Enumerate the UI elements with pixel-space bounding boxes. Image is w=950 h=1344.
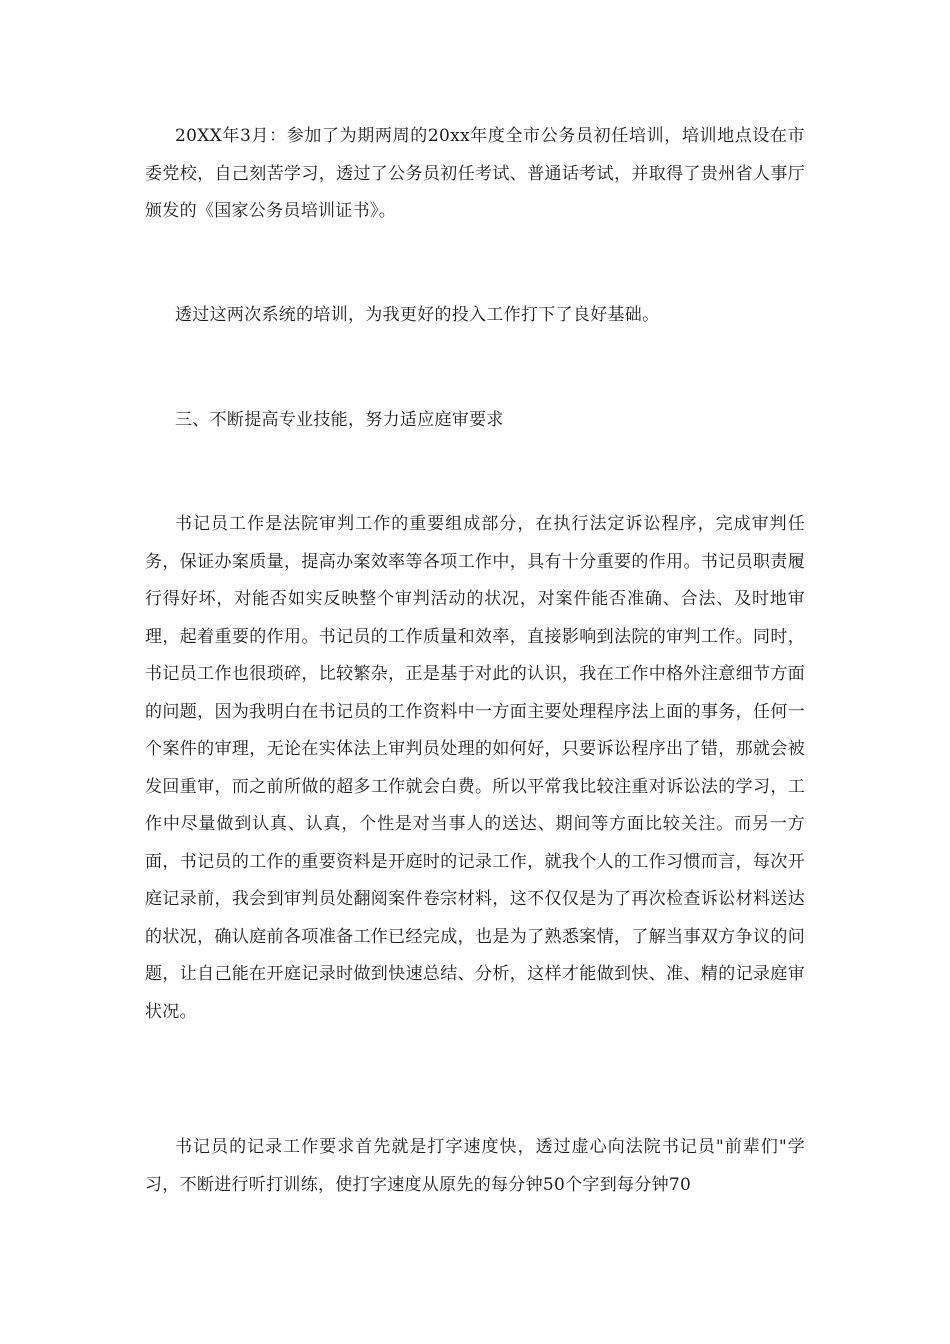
paragraph-clerk-duties: 书记员工作是法院审判工作的重要组成部分，在执行法定诉讼程序，完成审判任务，保证办案质量，提高办案效率等各项工作中，具有十分重要的作用。书记员职责履行得好坏，对能否如实反映整个审判活动的状况，对案件能否准确、合法、及时地审理，起着重要的作用。书记员的工作质量和效率，直接影响到法院的审判工作。同时，书记员工作也很琐碎，比较繁杂，正是基于对此的认识，我在工作中格外注意细节方面的问题，因为我明白在书记员的工作资料中一方面主要处理程序法上面的事务，任何一个案件的审理，无论在实体法上审判员处理的如何好，只要诉讼程序出了错，那就会被发回重审，而之前所做的超多工作就会白费。所以平常我比较注重对诉讼法的学习，工作中尽量做到认真、认真，个性是对当事人的送达、期间等方面比较关注。而另一方面，书记员的工作的重要资料是开庭时的记录工作，就我个人的工作习惯而言，每次开庭记录前，我会到审判员处翻阅案件卷宗材料，这不仅仅是为了再次检查诉讼材料送达的状况，确认庭前各项准备工作已经完成，也是为了熟悉案情，了解当事双方争议的问题，让自己能在开庭记录时做到快速总结、分析，这样才能做到快、准、精的记录庭审状况。 [145, 514, 805, 1022]
paragraph-training-summary: 透过这两次系统的培训，为我更好的投入工作打下了良好基础。 [175, 305, 660, 325]
paragraph-typing-speed: 书记员的记录工作要求首先就是打字速度快，透过虚心向法院书记员"前辈们"学习，不断进行听打训练，使打字速度从原先的每分钟50个字到每分钟70 [145, 1137, 805, 1195]
paragraph-training-2000s: 20XX年3月：参加了为期两周的20xx年度全市公务员初任培训，培训地点设在市委党校，自己刻苦学习，透过了公务员初任考试、普通话考试，并取得了贵州省人事厅颁发的《国家公务员培训证书》。 [145, 126, 805, 221]
section-heading: 三、不断提高专业技能，努力适应庭审要求 [175, 410, 504, 430]
